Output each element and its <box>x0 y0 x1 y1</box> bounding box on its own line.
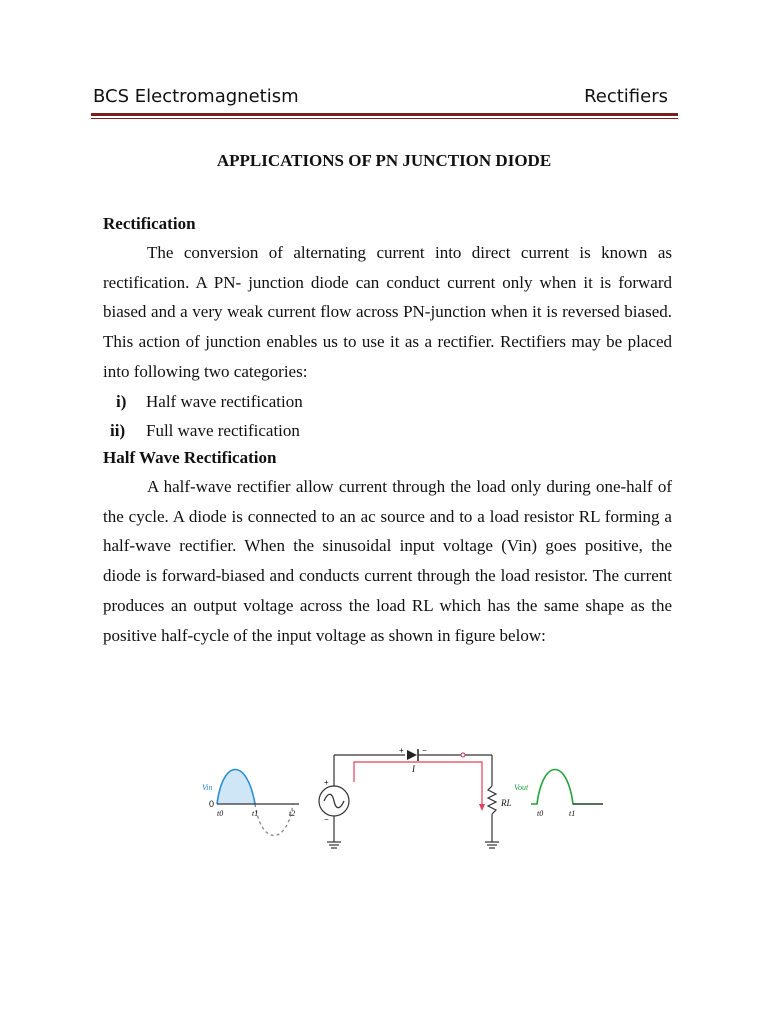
output-t1-label: t1 <box>569 809 576 818</box>
input-t1-label: t1 <box>252 809 259 818</box>
source-plus-label: + <box>324 778 329 787</box>
source-minus-label: − <box>324 815 329 824</box>
input-positive-half-fill <box>217 770 255 805</box>
rectification-paragraph <box>103 238 672 387</box>
current-label: I <box>412 764 415 774</box>
input-negative-half <box>255 804 296 836</box>
output-waveform <box>514 770 603 819</box>
input-zero-label: 0 <box>209 799 215 809</box>
half-wave-text-4: which has the same shape as the positive half-cycle of the input voltage as shown in figure below: <box>103 595 672 645</box>
header-rule-thin <box>91 118 678 119</box>
half-wave-text-2: forming a half-wave rectifier. When the sinusoidal input voltage (V <box>103 506 672 556</box>
subscript-L: L <box>423 595 433 615</box>
rectifier-circuit <box>319 746 512 848</box>
half-wave-rectifier-figure <box>195 738 615 858</box>
section-heading-half-wave: Half Wave Rectification <box>103 448 277 467</box>
load-resistor-icon <box>488 786 496 814</box>
rectification-text: The conversion of alternating current into direct current is known as rectification. A PN- junction diode can conduct current only when it is forward biased and a very weak current flow across PN-junction when it is reversed biased. This action of junction enables us to use it as a rectifier. Rectifiers may be placed into following two categories: <box>103 243 672 381</box>
input-t2-label: t2 <box>289 809 296 818</box>
half-wave-text-3: ) goes positive, the diode is forward-biased and conducts current through the load resistor. The current produces an output voltage across the load R <box>103 536 672 615</box>
terminal-node <box>461 753 465 757</box>
header-rule-thick <box>91 113 678 116</box>
current-arrowhead <box>479 804 485 811</box>
diode-plus-label: + <box>399 746 404 755</box>
list-number: ii) <box>110 421 126 440</box>
diode-minus-label: − <box>422 746 427 755</box>
header-course: BCS Electromagnetism <box>93 86 299 107</box>
half-wave-paragraph <box>103 472 672 650</box>
output-voltage-label: Vout <box>514 783 529 792</box>
list-number: i) <box>116 392 127 411</box>
resistor-label: RL <box>501 798 512 808</box>
output-t0-label: t0 <box>537 809 544 818</box>
input-t0-label: t0 <box>217 809 224 818</box>
current-path-arrow <box>354 762 482 808</box>
list-text: Full wave rectification <box>146 421 300 440</box>
input-waveform <box>202 770 299 836</box>
output-pulse <box>531 770 603 805</box>
subscript-in: in <box>518 536 532 556</box>
page-title: APPLICATIONS OF PN JUNCTION DIODE <box>216 151 552 170</box>
input-voltage-label: Vin <box>202 783 213 792</box>
section-heading-rectification: Rectification <box>103 214 196 233</box>
header-topic: Rectifiers <box>584 86 668 107</box>
diode-icon <box>407 750 417 760</box>
half-wave-text-1: A half-wave rectifier allow current through the load only during one-half of the cycle. A diode is connected to an ac source and to a load resistor R <box>103 477 672 526</box>
subscript-L: L <box>590 506 600 526</box>
list-text: Half wave rectification <box>146 392 303 411</box>
